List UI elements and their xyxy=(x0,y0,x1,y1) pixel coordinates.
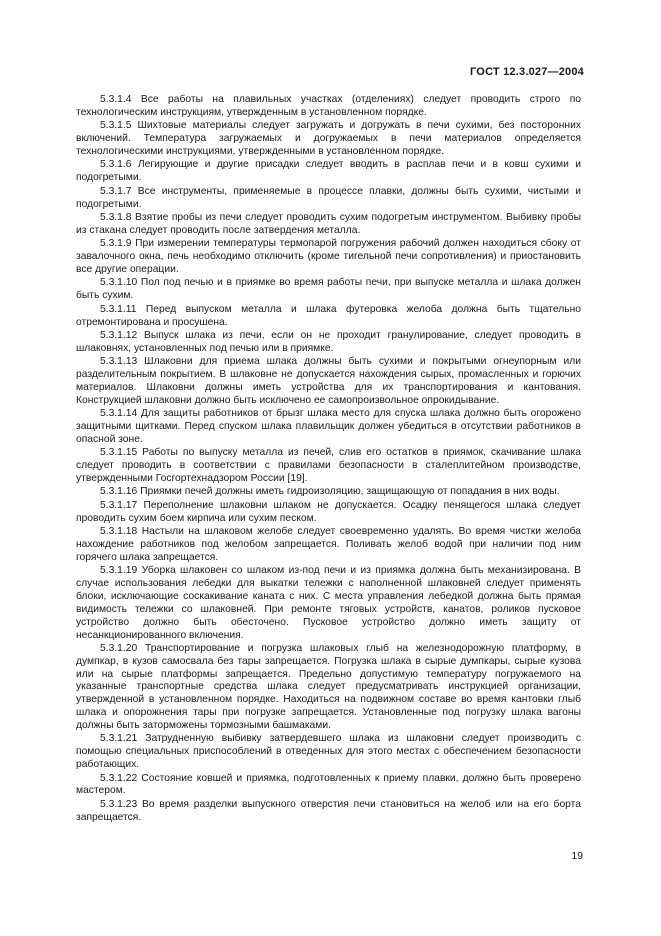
document-body xyxy=(76,94,581,825)
paragraph-5-3-1-15: 5.3.1.15 Работы по выпуску металла из печей, слив его остатков в приямок, скачивание шлака следует проводить в соответствии с правилами безопасности в сталеплитейном производстве, утвержденными Госгортехнадзором России [19]. xyxy=(76,447,581,484)
paragraph-5-3-1-21: 5.3.1.21 Затрудненную выбивку затвердевшего шлака из шлаковни следует производить с помощью специальных приспособлений в отведенных для этого местах с обеспечением безопасности работающих. xyxy=(76,733,581,771)
page-number: 19 xyxy=(571,851,583,862)
paragraph-5-3-1-22: 5.3.1.22 Состояние ковшей и приямка, подготовленных к приему плавки, должно быть проверено мастером. xyxy=(76,772,581,797)
paragraph-5-3-1-16: 5.3.1.16 Приямки печей должны иметь гидроизоляцию, защищающую от попадания в них воды. xyxy=(100,486,560,498)
paragraph-5-3-1-5: 5.3.1.5 Шихтовые материалы следует загружать и догружать в печи сухими, без посторонних включений. Температура загружаемых и догружаемых в печи материалов определяется технологическими инструкциями, утвержденными в установленном порядке. xyxy=(76,120,581,157)
paragraph-5-3-1-7: 5.3.1.7 Все инструменты, применяемые в процессе плавки, должны быть сухими, чистыми и подогретыми. xyxy=(76,185,581,210)
paragraph-5-3-1-20: 5.3.1.20 Транспортирование и погрузка шлаковых глыб на железнодорожную платформу, в думпкар, в кузов самосвала без тары запрещается. Погрузка шлака в сырые думпкары, сырые кузова или на сырые платформы запрещается. Предельно допустимую температуру погружаемого на указанные транспортные средства шлака следует предусматривать инструкцией организации, утвержденной в установленном порядке. Находиться на подвижном составе во время кантовки глыб шлака и опорожнения тары при погрузке запрещается. Установленные под погрузку шлака вагоны должны быть заторможены тормозными башмаками. xyxy=(76,642,581,731)
paragraph-5-3-1-4: 5.3.1.4 Все работы на плавильных участках (отделениях) следует проводить строго по технологическим инструкциям, утвержденным в установленном порядке. xyxy=(76,94,581,118)
paragraph-5-3-1-19: 5.3.1.19 Уборка шлаковен со шлаком из-под печи и из приямка должна быть механизирована. В случае использования лебедки для выкатки тележки с наполненной шлаковней следует применять блоки, исключающие соскакивание каната с них. С места управления лебедкой должна быть прямая видимость тележки со шлаковней. При ремонте тяговых устройств, канатов, роликов пусковое устройство должно быть обесточено. Пусковое устройство должно иметь защиту от несанкционированного включения. xyxy=(76,565,581,641)
paragraph-5-3-1-8: 5.3.1.8 Взятие пробы из печи следует проводить сухим подогретым инструментом. Выбивку пробы из стакана следует проводить после затвердения металла. xyxy=(76,211,581,236)
paragraph-5-3-1-6: 5.3.1.6 Легирующие и другие присадки следует вводить в расплав печи и в ковш сухими и подогретыми. xyxy=(76,159,581,184)
paragraph-5-3-1-14: 5.3.1.14 Для защиты работников от брызг шлака место для спуска шлака должно быть огорожено защитными щитками. Перед спуском шлака плавильщик должен убедиться в отсутствии работников в опасной зоне. xyxy=(76,408,581,445)
paragraph-5-3-1-13: 5.3.1.13 Шлаковни для приема шлака должны быть сухими и покрытыми огнеупорным или разделительным покрытием. В шлаковне не допускается нахождения сырых, промасленных и горючих материалов. Шлаковни должны иметь устройства для их транспортирования и кантования. Конструкцией шлаковни должно быть исключено ее самопроизвольное опрокидывание. xyxy=(76,356,581,406)
paragraph-5-3-1-23: 5.3.1.23 Во время разделки выпускного отверстия печи становиться на желоб или на его борта запрещается. xyxy=(76,798,581,823)
paragraph-5-3-1-12: 5.3.1.12 Выпуск шлака из печи, если он не проходит гранулирование, следует проводить в шлаковнях, установленных под печью или в приямке. xyxy=(76,329,581,354)
paragraph-5-3-1-17: 5.3.1.17 Переполнение шлаковни шлаком не допускается. Осадку пенящегося шлака следует проводить сухим боем кирпича или сухим песком. xyxy=(76,499,581,524)
paragraph-5-3-1-18: 5.3.1.18 Настыли на шлаковом желобе следует своевременно удалять. Во время чистки желоба нахождение работников под желобом запрещается. Поливать желоб водой при наличии под ним горячего шлака запрещается. xyxy=(76,526,581,563)
paragraph-5-3-1-9: 5.3.1.9 При измерении температуры термопарой погружения рабочий должен находиться сбоку от завалочного окна, печь необходимо отключить (кроме тигельной печи сопротивления) и приостановить все другие операции. xyxy=(76,238,581,275)
document-id-header: ГОСТ 12.3.027—2004 xyxy=(470,66,584,78)
paragraph-5-3-1-10: 5.3.1.10 Пол под печью и в приямке во время работы печи, при выпуске металла и шлака должен быть сухим. xyxy=(76,277,581,302)
paragraph-5-3-1-11: 5.3.1.11 Перед выпуском металла и шлака футеровка желоба должна быть тщательно отремонтирована и просушена. xyxy=(76,303,581,328)
